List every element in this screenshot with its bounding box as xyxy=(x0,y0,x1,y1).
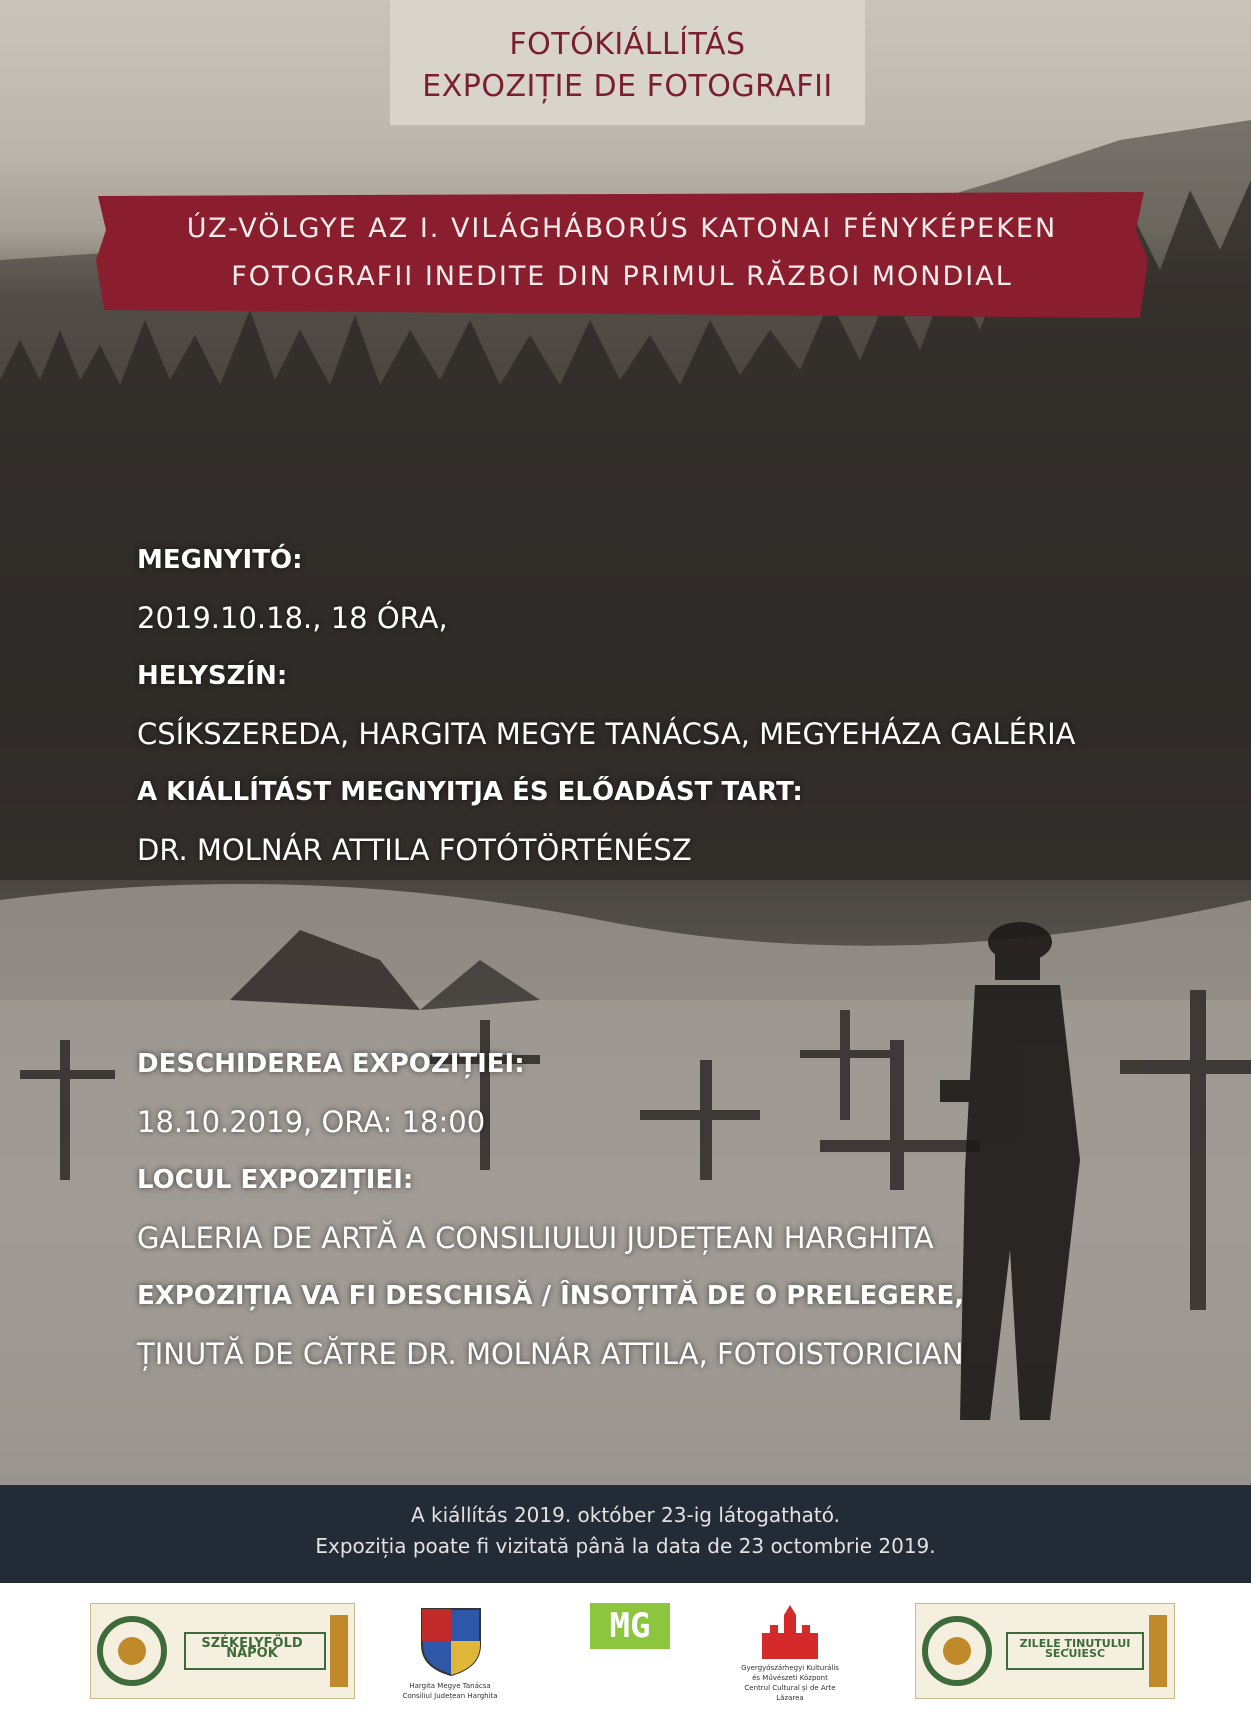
zilele-tinutului-secuiesc-text: ZILELE ȚINUTULUI SECUIESC xyxy=(1019,1637,1131,1660)
venue-label-ro: LOCUL EXPOZIȚIEI: xyxy=(137,1165,414,1195)
county-council-caption xyxy=(385,1681,515,1701)
cultural-center-ro: Centrul Cultural și de Arte Lăzarea xyxy=(744,1684,836,1702)
opening-value-ro: 18.10.2019, ORA: 18:00 xyxy=(137,1105,486,1139)
venue-value-hu: CSÍKSZEREDA, HARGITA MEGYE TANÁCSA, MEGYEHÁZA GALÉRIA xyxy=(137,717,1076,751)
exhibition-title-hu: ÚZ-VÖLGYE AZ I. VILÁGHÁBORÚS KATONAI FÉNYKÉPEKEN xyxy=(186,213,1058,244)
sponsor-logos xyxy=(0,1583,1251,1719)
venue-label-hu: HELYSZÍN: xyxy=(137,661,288,691)
gallery-logo: MG xyxy=(590,1603,670,1649)
visiting-period-band xyxy=(0,1485,1251,1583)
exhibition-type-hu: FOTÓKIÁLLÍTÁS xyxy=(509,27,746,62)
opening-value-hu: 2019.10.18., 18 ÓRA, xyxy=(137,601,448,635)
opening-label-ro: DESCHIDEREA EXPOZIȚIEI: xyxy=(137,1049,525,1079)
hungarian-details xyxy=(137,531,1075,879)
opening-label-hu: MEGNYITÓ: xyxy=(137,545,303,575)
speaker-value-hu: DR. MOLNÁR ATTILA FOTÓTÖRTÉNÉSZ xyxy=(137,833,692,867)
exhibition-title-ro: FOTOGRAFII INEDITE DIN PRIMUL RĂZBOI MONDIAL xyxy=(231,261,1013,292)
visiting-period-ro: Expoziția poate fi vizitată până la data de 23 octombrie 2019. xyxy=(315,1534,936,1558)
county-council-hu: Hargita Megye Tanácsa xyxy=(409,1682,491,1690)
county-council-ro: Consiliul Județean Harghita xyxy=(402,1692,498,1700)
cultural-center-hu: Gyergyószárhegyi Kulturális és Művészeti Központ xyxy=(741,1664,839,1682)
speaker-value-ro: ȚINUTĂ DE CĂTRE DR. MOLNÁR ATTILA, FOTOISTORICIAN xyxy=(137,1337,964,1371)
exhibition-title xyxy=(92,205,1152,301)
exhibition-type-ro: EXPOZIȚIE DE FOTOGRAFII xyxy=(422,69,833,104)
county-coat-of-arms-icon xyxy=(418,1605,484,1681)
visiting-period-hu: A kiállítás 2019. október 23-ig látogatható. xyxy=(410,1503,841,1527)
exhibition-type-box xyxy=(390,0,865,125)
venue-value-ro: GALERIA DE ARTĂ A CONSILIULUI JUDEȚEAN HARGHITA xyxy=(137,1221,934,1255)
szekelyfold-napok-text: SZÉKELYFÖLD NAPOK xyxy=(201,1636,303,1661)
cultural-center-castle-icon xyxy=(758,1603,822,1663)
speaker-label-hu: A KIÁLLÍTÁST MEGNYITJA ÉS ELŐADÁST TART: xyxy=(137,777,803,807)
speaker-label-ro: EXPOZIȚIA VA FI DESCHISĂ / ÎNSOȚITĂ DE O PRELEGERE, xyxy=(137,1281,965,1311)
cultural-center-caption xyxy=(740,1663,840,1703)
romanian-details xyxy=(137,1035,964,1383)
